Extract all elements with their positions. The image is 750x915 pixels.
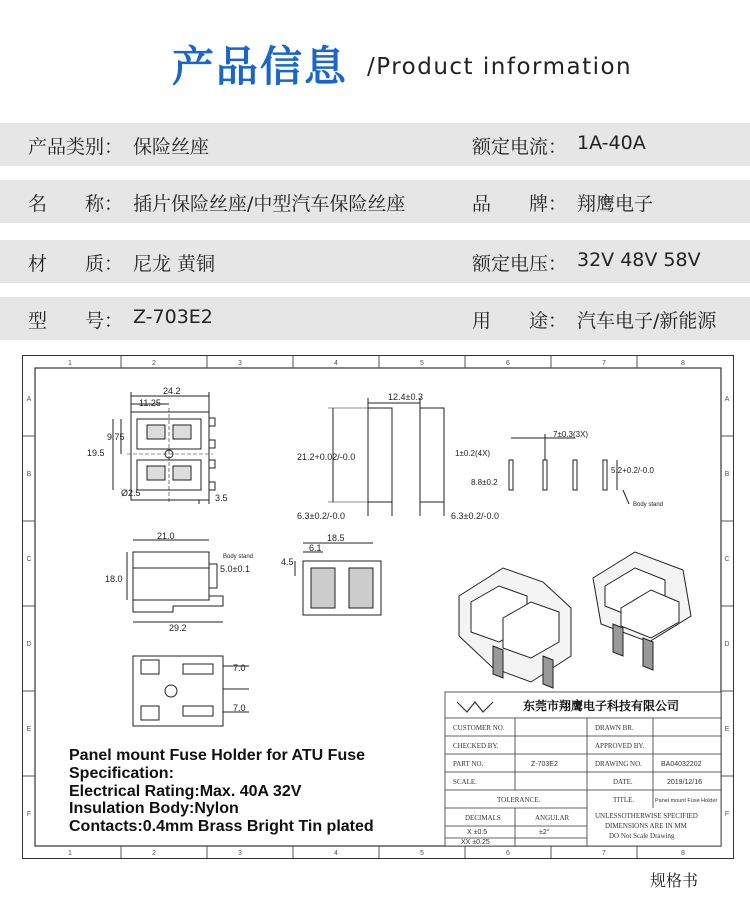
value-xx-tol: XX ±0.25: [461, 839, 490, 846]
page-title: 产品信息: [172, 42, 349, 91]
dim-29-2: 29.2: [169, 623, 187, 633]
grid-row-b-right: B: [724, 471, 730, 478]
dim-3-5: 3.5: [215, 493, 228, 503]
label-decimals: DECIMALS: [465, 814, 501, 822]
value-rated-current: 1A-40A: [577, 132, 646, 154]
grid-col-6: 6: [506, 360, 510, 367]
grid-row-a-right: A: [724, 396, 730, 403]
page-subtitle: /Product information: [367, 54, 633, 80]
view-terminals-dims: [455, 430, 663, 508]
grid-row-d-right: D: [724, 641, 730, 648]
label-material: 材 质：: [28, 253, 124, 275]
value-model: Z-703E2: [133, 306, 213, 328]
label-body-stand-2: Body stand: [223, 554, 254, 560]
grid-row-c-right: C: [724, 556, 730, 563]
grid-right: [721, 396, 733, 818]
value-category: 保险丝座: [133, 136, 210, 158]
spec-line-1: Panel mount Fuse Holder for ATU Fuse: [69, 747, 366, 764]
grid-col-3: 3: [238, 360, 242, 367]
label-drawn-by: DRAWN BR.: [595, 724, 634, 732]
info-row-category: [0, 123, 750, 166]
grid-col-4: 4: [334, 360, 338, 367]
title-row: [0, 30, 750, 90]
label-checked-by: CHECKED BY.: [453, 742, 499, 750]
drawing-canvas: [23, 356, 733, 858]
grid-col-8-bottom: 8: [681, 850, 685, 857]
grid-row-e-right: E: [724, 726, 730, 733]
grid-col-7-bottom: 7: [602, 850, 606, 857]
iso-view-left: [459, 568, 571, 688]
grid-col-3-bottom: 3: [238, 850, 242, 857]
grid-col-7: 7: [602, 360, 606, 367]
dim-7-0b: 7.0: [233, 703, 246, 713]
dim-8-8: 8.8±0.2: [471, 478, 498, 487]
label-rated-current: 额定电流：: [472, 136, 568, 158]
view-side: [127, 540, 223, 622]
value-part-no: Z-703E2: [531, 761, 558, 768]
dim-6-3a: 6.3±0.2/-0.0: [297, 511, 345, 521]
label-customer-no: CUSTOMER NO.: [453, 724, 505, 732]
note-do-not-scale: DO Not Scale Drawing: [609, 832, 675, 840]
value-x-tol: X ±0.5: [467, 829, 488, 836]
grid-col-2: 2: [152, 360, 156, 367]
label-usage: 用 途：: [472, 310, 568, 332]
label-category: 产品类别：: [28, 136, 124, 158]
dim-7-0a: 7.0: [233, 663, 246, 673]
grid-col-8: 8: [681, 360, 685, 367]
value-drawing-no: BA04032202: [661, 761, 702, 768]
dim-5-2: 5.2+0.2/-0.0: [611, 466, 654, 475]
label-approved-by: APPROVED BY.: [595, 742, 645, 750]
grid-col-6-bottom: 6: [506, 850, 510, 857]
view-bottom: [133, 656, 249, 726]
grid-row-e: E: [26, 726, 32, 733]
view-front: [295, 543, 381, 615]
dim-1: 1±0.2(4X): [455, 449, 491, 458]
spec-block: [69, 747, 374, 835]
value-date: 2019/12/16: [667, 779, 703, 786]
grid-left: [23, 396, 35, 818]
info-row-name: [0, 180, 750, 223]
technical-drawing: [22, 355, 734, 859]
label-title: TITLE.: [613, 796, 635, 804]
label-rated-voltage: 额定电压：: [472, 253, 568, 275]
value-ang-tol: ±2°: [539, 829, 550, 836]
label-date: DATE.: [613, 778, 633, 786]
note-dimensions-mm: DIMENSIONS ARE IN MM: [605, 822, 687, 830]
dim-9-75: 9.75: [107, 432, 125, 442]
label-model: 型 号：: [28, 310, 124, 332]
dim-19-5: 19.5: [87, 448, 105, 458]
spec-line-3: Electrical Rating:Max. 40A 32V: [69, 783, 302, 800]
grid-row-a: A: [26, 396, 32, 403]
spec-sheet-label: 规格书: [650, 871, 699, 890]
dim-4-5: 4.5: [281, 557, 294, 567]
dim-12-4: 12.4±0.3: [388, 392, 423, 402]
grid-row-c: C: [26, 556, 32, 563]
spec-line-5: Contacts:0.4mm Brass Bright Tin plated: [69, 818, 374, 835]
info-row-model: [0, 297, 750, 340]
grid-bottom: [68, 846, 685, 858]
spec-line-4: Insulation Body:Nylon: [69, 800, 239, 817]
value-title: Panel mount Fuse Holder: [655, 798, 718, 804]
dim-6-1: 6.1: [309, 543, 322, 553]
grid-top: [68, 356, 685, 368]
view-bottom-dims: [233, 663, 246, 713]
value-rated-voltage: 32V 48V 58V: [577, 249, 701, 271]
dim-11-25: 11.25: [139, 398, 161, 408]
value-name: 插片保险丝座/中型汽车保险丝座: [133, 193, 406, 215]
spec-line-2: Specification:: [69, 765, 174, 782]
dim-5-0: 5.0±0.1: [220, 564, 250, 574]
label-part-no: PART NO.: [453, 760, 484, 768]
info-row-material: [0, 240, 750, 283]
label-body-stand-1: Body stand: [633, 502, 664, 508]
dim-2-5: Ø2.5: [121, 488, 141, 498]
value-material: 尼龙 黄铜: [133, 253, 216, 275]
dim-21-0: 21.0: [157, 531, 175, 541]
dim-18-5: 18.5: [327, 533, 345, 543]
grid-col-1: 1: [68, 360, 72, 367]
dim-6-3b: 6.3±0.2/-0.0: [451, 511, 499, 521]
grid-col-5: 5: [420, 360, 424, 367]
grid-row-f-right: F: [724, 811, 730, 818]
grid-col-1-bottom: 1: [68, 850, 72, 857]
company-name: 东莞市翔鹰电子科技有限公司: [523, 699, 680, 713]
dim-7: 7±0.3(3X): [553, 430, 589, 439]
grid-row-b: B: [26, 471, 32, 478]
value-brand: 翔鹰电子: [577, 193, 654, 215]
label-brand: 品 牌：: [472, 193, 568, 215]
note-unless-specified: UNLESSOTHERWISE SPECIFIED: [595, 812, 698, 820]
grid-col-2-bottom: 2: [152, 850, 156, 857]
grid-row-d: D: [26, 641, 32, 648]
grid-row-f: F: [26, 811, 32, 818]
label-drawing-no: DRAWING NO.: [595, 760, 642, 768]
label-scale: SCALE.: [453, 778, 477, 786]
grid-col-4-bottom: 4: [334, 850, 338, 857]
grid-col-5-bottom: 5: [420, 850, 424, 857]
dim-18-0: 18.0: [105, 574, 123, 584]
label-angular: ANGULAR: [535, 814, 570, 822]
dim-21-2: 21.2+0.02/-0.0: [297, 452, 356, 462]
value-usage: 汽车电子/新能源: [577, 310, 717, 332]
label-tolerance: TOLERANCE.: [497, 796, 541, 804]
dim-24-2: 24.2: [163, 386, 181, 396]
iso-view-right: [593, 552, 691, 670]
label-name: 名 称：: [28, 193, 124, 215]
